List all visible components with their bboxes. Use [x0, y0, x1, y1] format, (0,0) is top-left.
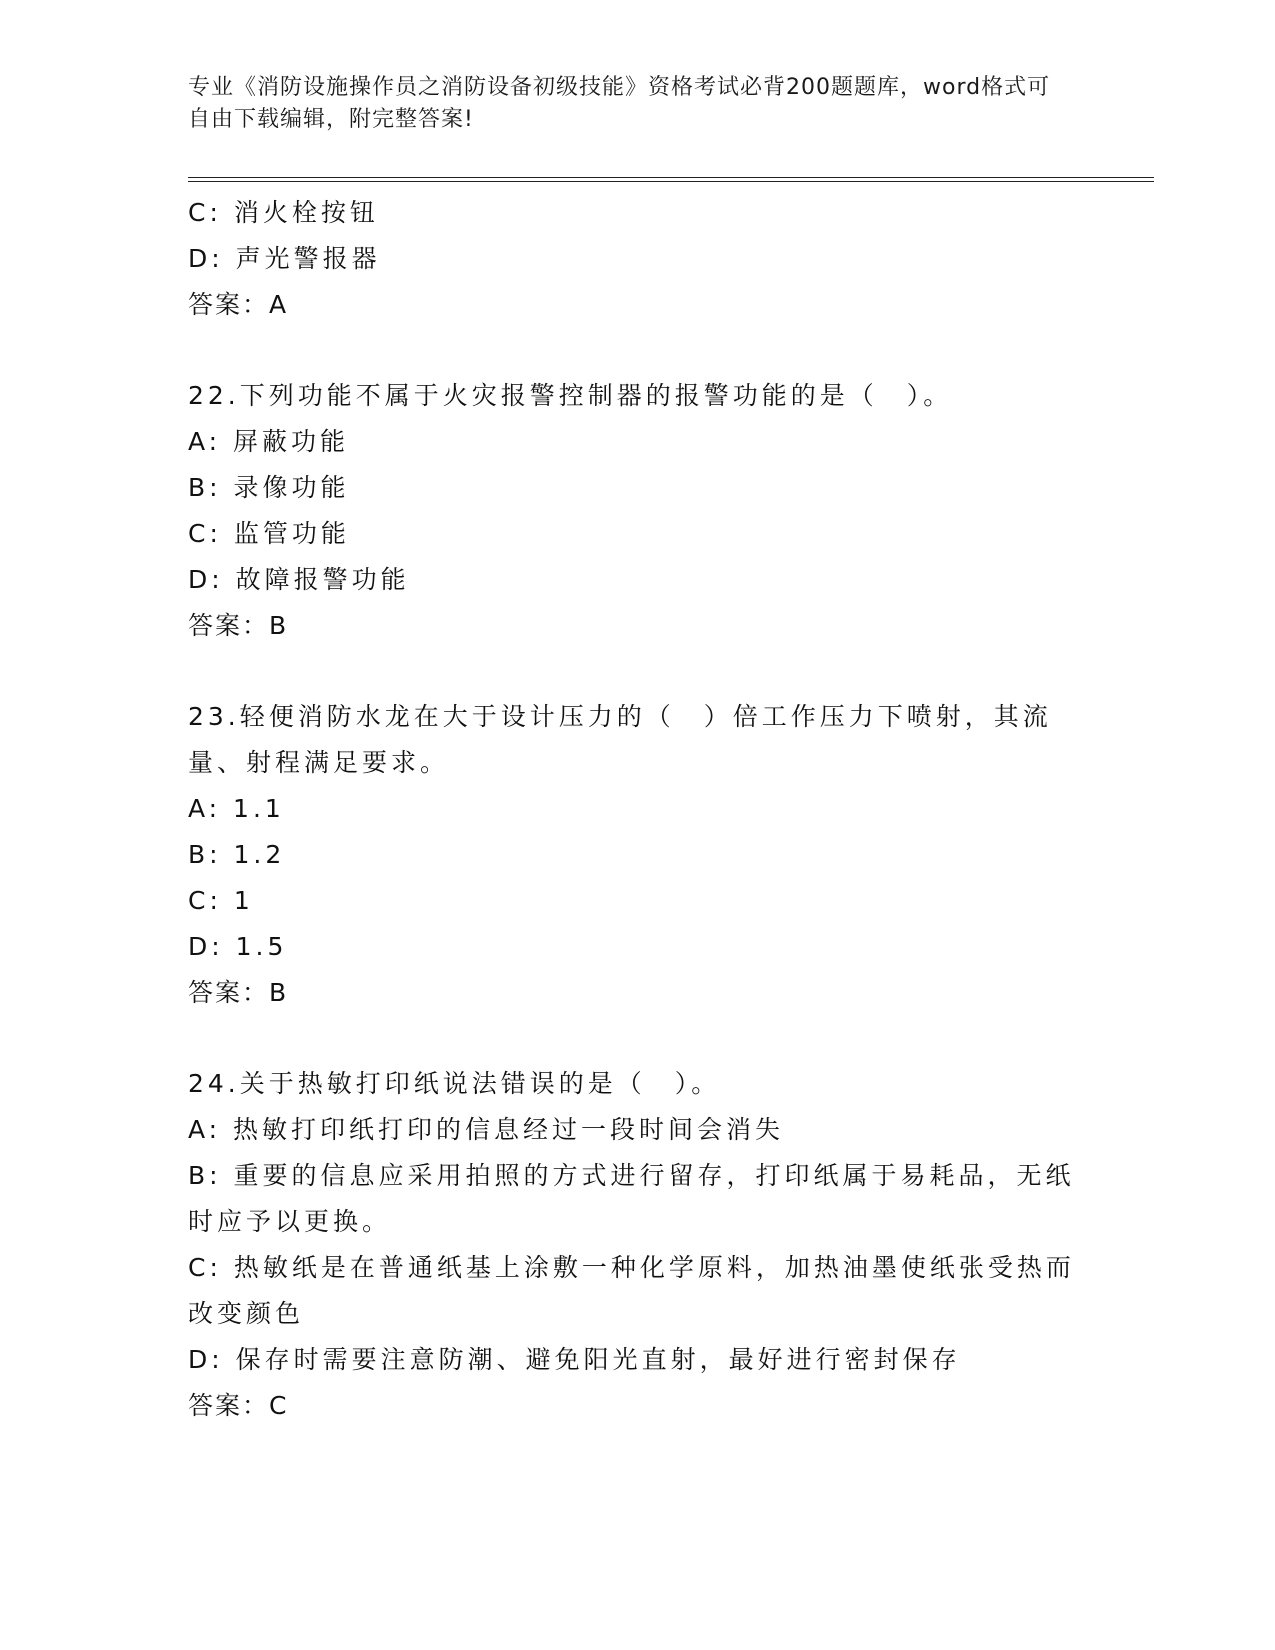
- answer-value: B: [269, 978, 288, 1007]
- answer: [188, 282, 1088, 328]
- option-c: C: 监管功能: [188, 519, 350, 548]
- question-text: 24.关于热敏打印纸说法错误的是（ ）。: [188, 1069, 721, 1098]
- option-b: B: 1.2: [188, 840, 286, 869]
- option-a: A: 热敏打印纸打印的信息经过一段时间会消失: [188, 1115, 785, 1144]
- answer-value: A: [269, 290, 288, 319]
- option-d: D: 1.5: [188, 932, 288, 961]
- option-d: D: 故障报警功能: [188, 565, 410, 594]
- answer-value: C: [269, 1391, 288, 1420]
- question-22: [188, 373, 1088, 649]
- header-divider: [188, 177, 1154, 182]
- answer-label: 答案：: [188, 290, 270, 319]
- option-b: B: 重要的信息应采用拍照的方式进行留存，打印纸属于易耗品，无纸时应予以更换。: [188, 1161, 1075, 1236]
- partial-question: [188, 190, 1088, 328]
- answer-label: 答案：: [188, 1391, 270, 1420]
- answer: [188, 970, 1088, 1016]
- question-text: 22.下列功能不属于火灾报警控制器的报警功能的是（ ）。: [188, 381, 953, 410]
- option-d: D: 保存时需要注意防潮、避免阳光直射，最好进行密封保存: [188, 1345, 961, 1374]
- question-24: [188, 1061, 1088, 1429]
- option-b: B: 录像功能: [188, 473, 350, 502]
- page-header: [188, 72, 1068, 136]
- question-list: [188, 190, 1088, 1429]
- option-a: A: 1.1: [188, 794, 285, 823]
- answer-label: 答案：: [188, 611, 270, 640]
- option-c: C: 1: [188, 886, 254, 915]
- answer: [188, 603, 1088, 649]
- option-a: A: 屏蔽功能: [188, 427, 350, 456]
- answer: [188, 1383, 1088, 1429]
- option-c: C: 热敏纸是在普通纸基上涂敷一种化学原料，加热油墨使纸张受热而改变颜色: [188, 1253, 1075, 1328]
- question-text: 23.轻便消防水龙在大于设计压力的（ ）倍工作压力下喷射，其流量、射程满足要求。: [188, 702, 1052, 777]
- option-d: D: 声光警报器: [188, 244, 381, 273]
- question-23: [188, 694, 1088, 1016]
- answer-label: 答案：: [188, 978, 270, 1007]
- header-text: 专业《消防设施操作员之消防设备初级技能》资格考试必背200题题库，word格式可自由下载编辑，附完整答案!: [188, 75, 1051, 132]
- answer-value: B: [269, 611, 288, 640]
- option-c: C: 消火栓按钮: [188, 198, 379, 227]
